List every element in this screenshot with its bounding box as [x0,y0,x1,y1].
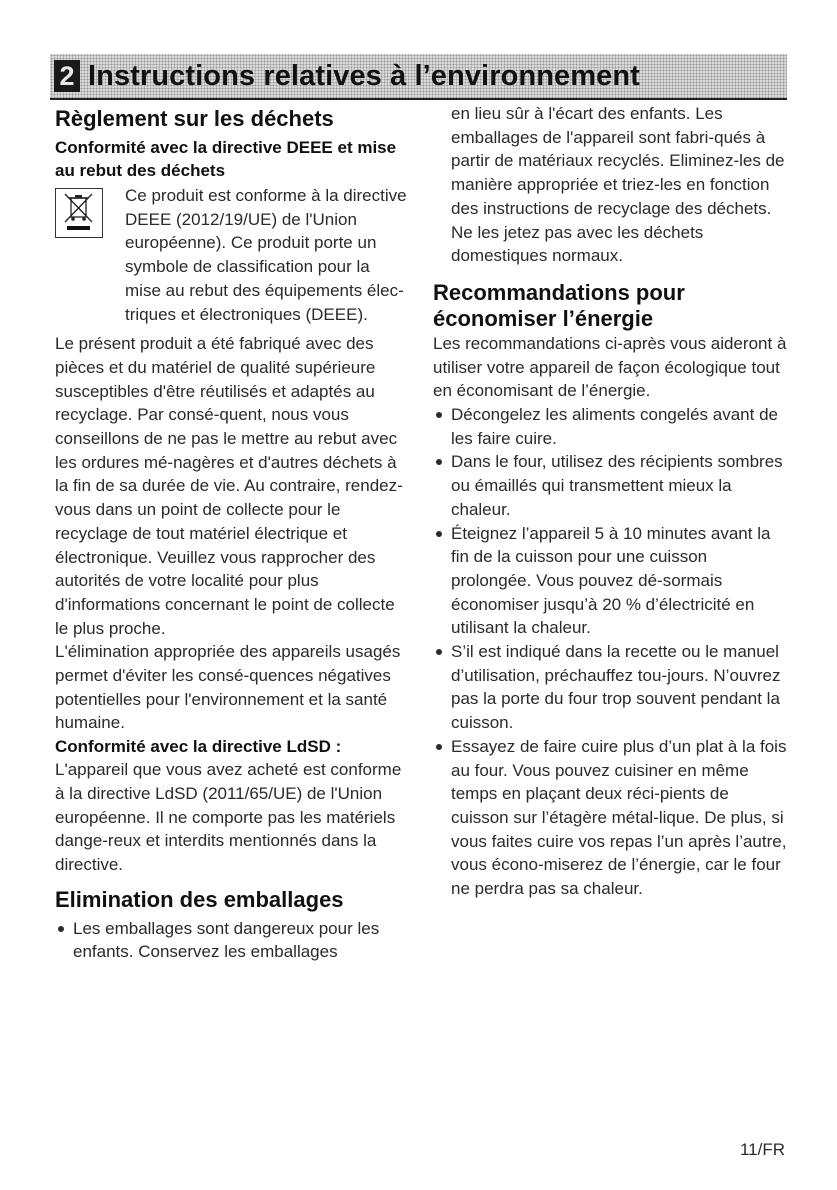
energy-heading-line1: Recommandations pour [433,279,685,305]
left-column [55,106,407,964]
section-banner [50,54,787,100]
list-item: Les emballages sont dangereux pour les enfants. Conservez les emballages [55,917,407,964]
weee-subheading: Conformité avec la directive DEEE et mise au rebut des déchets [55,138,397,180]
right-column [433,106,791,901]
packaging-continued: en lieu sûr à l'écart des enfants. Les emballages de l'appareil sont fabri-qués à partir de matériaux recyclés. Eliminez-les de manière appropriée et triez-les en fonction des instructions de recyclage des déchets. Ne les jetez pas avec les déchets domestiques normaux. [451,104,785,266]
list-item: Décongelez les aliments congelés avant de les faire cuire. [433,403,791,450]
ldsd-paragraph: L'appareil que vous avez acheté est conforme à la directive LdSD (2011/65/UE) de l'Union européenne. Il ne comporte pas les matériels dange-reux et interdits mentionnés dans la directive. [55,760,402,874]
weee-text: Ce produit est conforme à la directive DEEE (2012/19/UE) de l'Union européenne). Ce produit porte un symbole de classification pour la mise au rebut des équipements élec-triques et électroniques (DEEE). [125,186,407,324]
disposal-paragraph: L'élimination appropriée des appareils usagés permet d'éviter les consé-quences négatives potentielles pour l'environnement et la santé humaine. [55,642,401,733]
page-number: 11/FR [739,1140,785,1159]
packaging-heading: Elimination des emballages [55,886,344,912]
list-item: Dans le four, utilisez des récipients sombres ou émaillés qui transmettent mieux la chaleur. [433,450,791,521]
packaging-list [55,917,407,964]
ldsd-subheading: Conformité avec la directive LdSD : [55,737,342,757]
energy-intro: Les recommandations ci-après vous aideront à utiliser votre appareil de façon écologique tout en économisant de l’énergie. [433,333,787,401]
list-item: Essayez de faire cuire plus d’un plat à la fois au four. Vous pouvez cuisiner en même temps en plaçant deux réci-pients de cuisson sur l’étagère métal-lique. De plus, si vous faites cuire vos repas l’un après l’autre, vous écono-miserez de l’énergie, car le four ne perdra pas sa chaleur. [433,735,791,901]
list-item: Éteignez l’appareil 5 à 10 minutes avant la fin de la cuisson pour une cuisson prolongée. Vous pouvez dé-sormais économiser jusqu’à 20 % d’électricité en utilisant la chaleur. [433,522,791,641]
weee-block [55,184,407,326]
section-title: Instructions relatives à l’environnement [88,60,640,92]
crossed-out-wheelie-bin-icon [55,188,103,238]
list-item: S’il est indiqué dans la recette ou le manuel d’utilisation, préchauffez tou-jours. N’ouvrez pas la porte du four trop souvent pendant la cuisson. [433,640,791,735]
energy-heading-line2: économiser l’énergie [433,305,654,331]
energy-tips-list [433,403,791,901]
recycling-paragraph: Le présent produit a été fabriqué avec des pièces et du matériel de qualité supérieure susceptibles d'être réutilisés et adaptés au recyclage. Par consé-quent, nous vous conseillons de ne pas le mettre au rebut avec les ordures mé-nagères et d'autres déchets à la fin de sa durée de vie. Au contraire, rendez-vous dans un point de collecte pour le recyclage de tout matériel électrique et électronique. Veuillez vous rapprocher des autorités de votre localité pour plus d'informations concernant le point de collecte le plus proche. [55,334,403,638]
section-number: 2 [54,60,80,92]
waste-heading: Règlement sur les déchets [55,106,334,131]
